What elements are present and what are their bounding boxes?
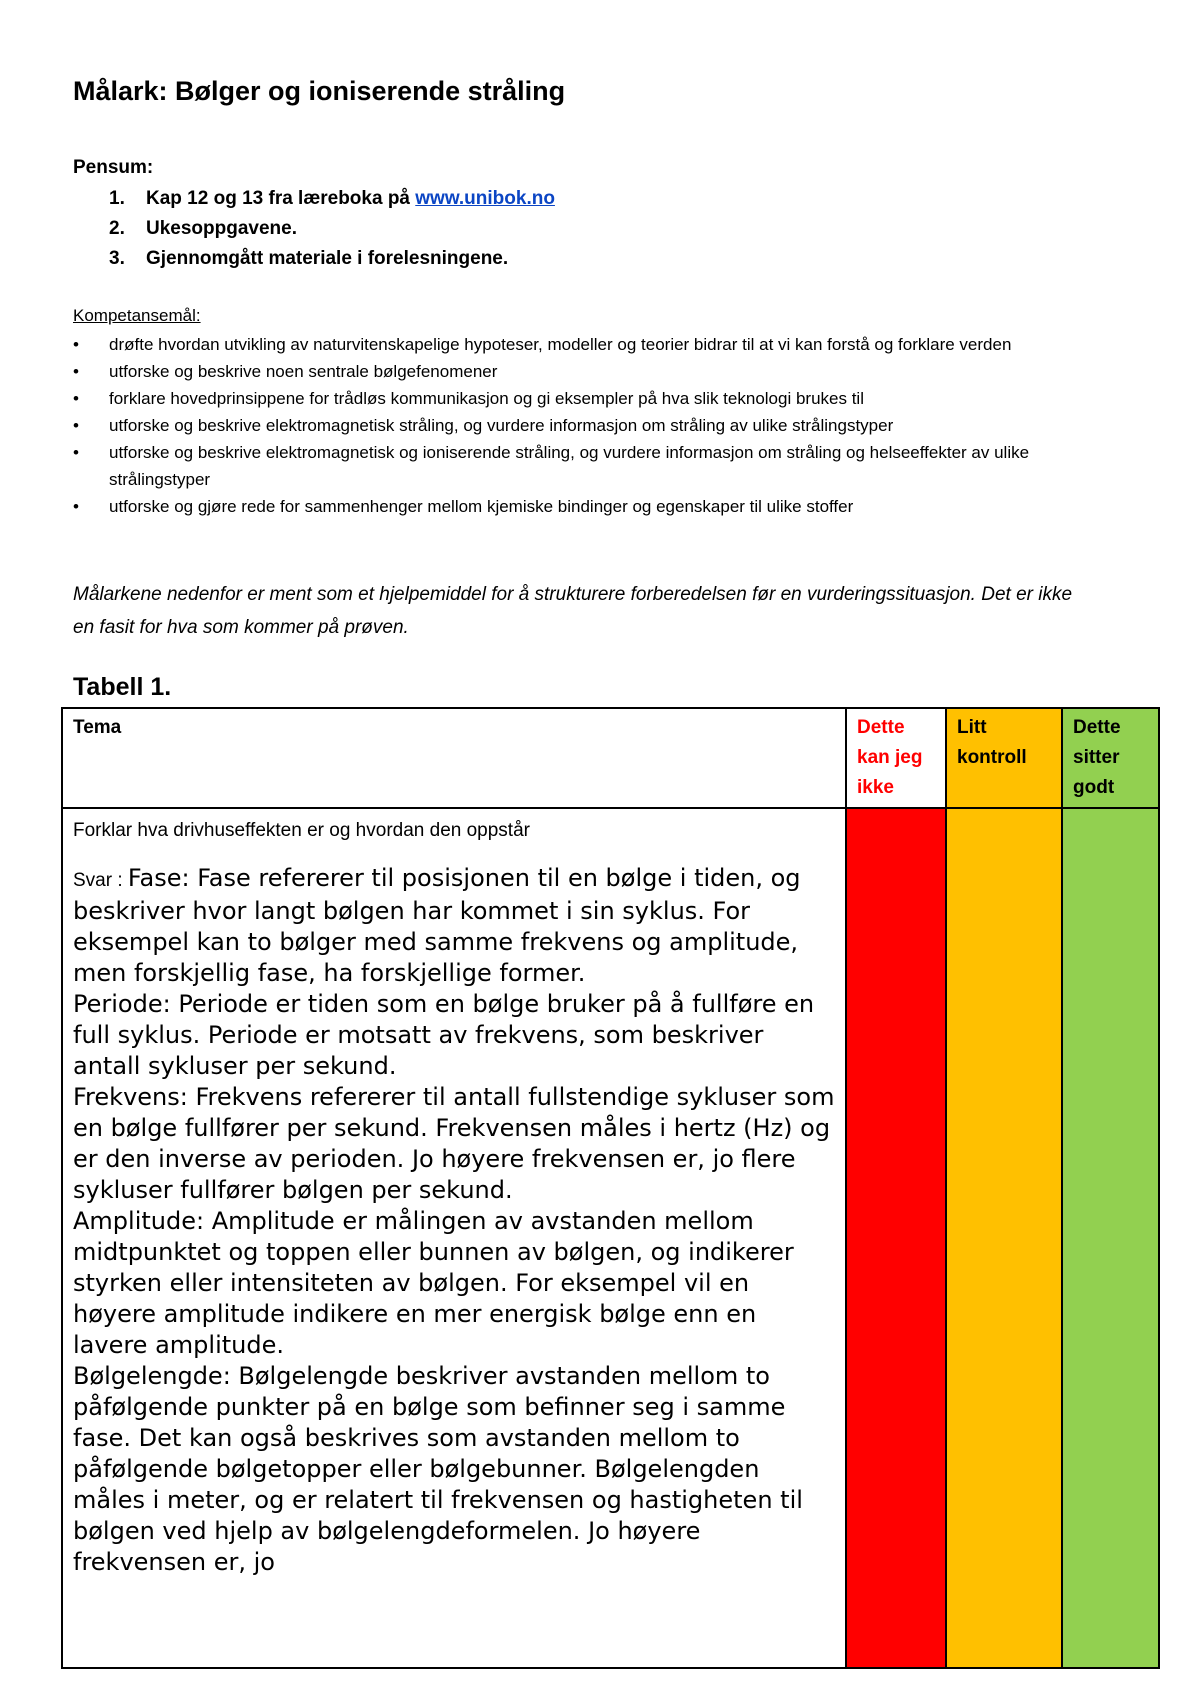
self-assessment-table bbox=[61, 707, 1160, 1669]
bullet-icon: • bbox=[73, 416, 79, 435]
answer-paragraph: Periode: Periode er tiden som en bølge bruker på å fullføre en full syklus. Periode er motsatt av frekvens, som beskriver antall sykluser per sekund. bbox=[73, 990, 815, 1080]
pensum-item-text: Ukesoppgavene. bbox=[146, 218, 297, 239]
answer-paragraph bbox=[73, 863, 835, 989]
svar-label: Svar : bbox=[73, 870, 128, 891]
answer-paragraph: Frekvens: Frekvens refererer til antall fullstendige sykluser som en bølge fullfører per sekund. Frekvensen måles i hertz (Hz) og er den inverse av perioden. Jo høyere frekvensen er, jo flere sykluser fullfører bølgen per sekund. bbox=[73, 1083, 835, 1204]
bullet-icon: • bbox=[73, 443, 79, 462]
tema-cell bbox=[62, 808, 846, 1668]
list-item bbox=[73, 412, 1093, 439]
answer-paragraph: Bølgelengde: Bølgelengde beskriver avstanden mellom to påfølgende punkter på en bølge som befinner seg i samme fase. Det kan også beskrives som avstanden mellom to påfølgende bølgetopper eller bølgebunner. Bølgelengden måles i meter, og er relatert til frekvensen og hastigheten til bølgen ved hjelp av bølgelengdeformelen. Jo høyere frekvensen er, jo bbox=[73, 1362, 803, 1576]
list-item-text: drøfte hvordan utvikling av naturvitenskapelige hypoteser, modeller og teorier bidrar til at vi kan forstå og forklare verden bbox=[109, 335, 1012, 354]
document-title: Målark: Bølger og ioniserende stråling bbox=[73, 76, 566, 106]
list-item bbox=[73, 439, 1093, 493]
answer-paragraph-text: Fase: Fase refererer til posisjonen til en bølge i tiden, og beskriver hvor langt bølgen har kommet i sin syklus. For eksempel kan to bølger med samme frekvens og amplitude, men forskjellig fase, ha forskjellige former. bbox=[73, 864, 801, 987]
pensum-item-number: 2. bbox=[109, 218, 125, 239]
pensum-item bbox=[73, 184, 555, 214]
table-title-number: 1. bbox=[143, 673, 172, 701]
italic-note: Målarkene nedenfor er ment som et hjelpemiddel for å strukturere forberedelsen før en vurderingssituasjon. Det er ikke en fasit for hva som kommer på prøven. bbox=[73, 584, 1073, 638]
list-item-text: utforske og beskrive noen sentrale bølgefenomener bbox=[109, 362, 498, 381]
rating-cell-orange[interactable] bbox=[946, 808, 1062, 1668]
bullet-icon: • bbox=[73, 335, 79, 354]
list-item-text: utforske og beskrive elektromagnetisk stråling, og vurdere informasjon om stråling av ulike strålingstyper bbox=[109, 416, 894, 435]
pensum-list bbox=[73, 184, 555, 274]
rating-cell-green[interactable] bbox=[1062, 808, 1159, 1668]
unibok-link[interactable]: www.unibok.no bbox=[415, 188, 555, 209]
pensum-item-text: Gjennomgått materiale i forelesningene. bbox=[146, 248, 509, 269]
table-title-label: Tabell bbox=[73, 673, 144, 701]
header-tema-label: Tema bbox=[73, 717, 122, 738]
list-item bbox=[73, 358, 1093, 385]
question-text: Forklar hva drivhuseffekten er og hvordan den oppstår bbox=[73, 820, 530, 841]
list-item-text: utforske og beskrive elektromagnetisk og ioniserende stråling, og vurdere informasjon om stråling og helseeffekter av ulike strålingstyper bbox=[109, 443, 1030, 489]
table-header-row bbox=[62, 708, 1159, 808]
pensum-label: Pensum: bbox=[73, 157, 154, 178]
answer-paragraph: Amplitude: Amplitude er målingen av avstanden mellom midtpunktet og toppen eller bunnen av bølgen, og indikerer styrken eller intensiteten av bølgen. For eksempel vil en høyere amplitude indikere en mer energisk bølge enn en lavere amplitude. bbox=[73, 1207, 794, 1359]
header-dette-kan-jeg-ikke bbox=[846, 708, 946, 808]
list-item bbox=[73, 385, 1093, 412]
table-title bbox=[73, 673, 171, 702]
bullet-icon: • bbox=[73, 497, 79, 516]
pensum-item-number: 3. bbox=[109, 248, 125, 269]
table-row bbox=[62, 808, 1159, 1668]
list-item-text: utforske og gjøre rede for sammenhenger mellom kjemiske bindinger og egenskaper til ulike stoffer bbox=[109, 497, 854, 516]
rating-cell-red[interactable] bbox=[846, 808, 946, 1668]
pensum-item-text: Kap 12 og 13 fra læreboka på bbox=[146, 188, 416, 209]
header-green-label: Dette sitter godt bbox=[1073, 717, 1121, 798]
header-red-label: Dette kan jeg ikke bbox=[857, 717, 923, 798]
kompetansemal-list bbox=[73, 331, 1093, 520]
pensum-item-number: 1. bbox=[109, 188, 125, 209]
header-litt-kontroll bbox=[946, 708, 1062, 808]
header-dette-sitter-godt bbox=[1062, 708, 1159, 808]
pensum-item bbox=[73, 214, 555, 244]
pensum-item bbox=[73, 244, 555, 274]
answer-text bbox=[73, 863, 835, 1663]
header-orange-label: Litt kontroll bbox=[957, 717, 1027, 768]
kompetansemal-label: Kompetansemål: bbox=[73, 306, 201, 325]
list-item-text: forklare hovedprinsippene for trådløs kommunikasjon og gi eksempler på hva slik teknologi brukes til bbox=[109, 389, 864, 408]
bullet-icon: • bbox=[73, 362, 79, 381]
bullet-icon: • bbox=[73, 389, 79, 408]
header-tema bbox=[62, 708, 846, 808]
list-item bbox=[73, 331, 1093, 358]
list-item bbox=[73, 493, 1093, 520]
